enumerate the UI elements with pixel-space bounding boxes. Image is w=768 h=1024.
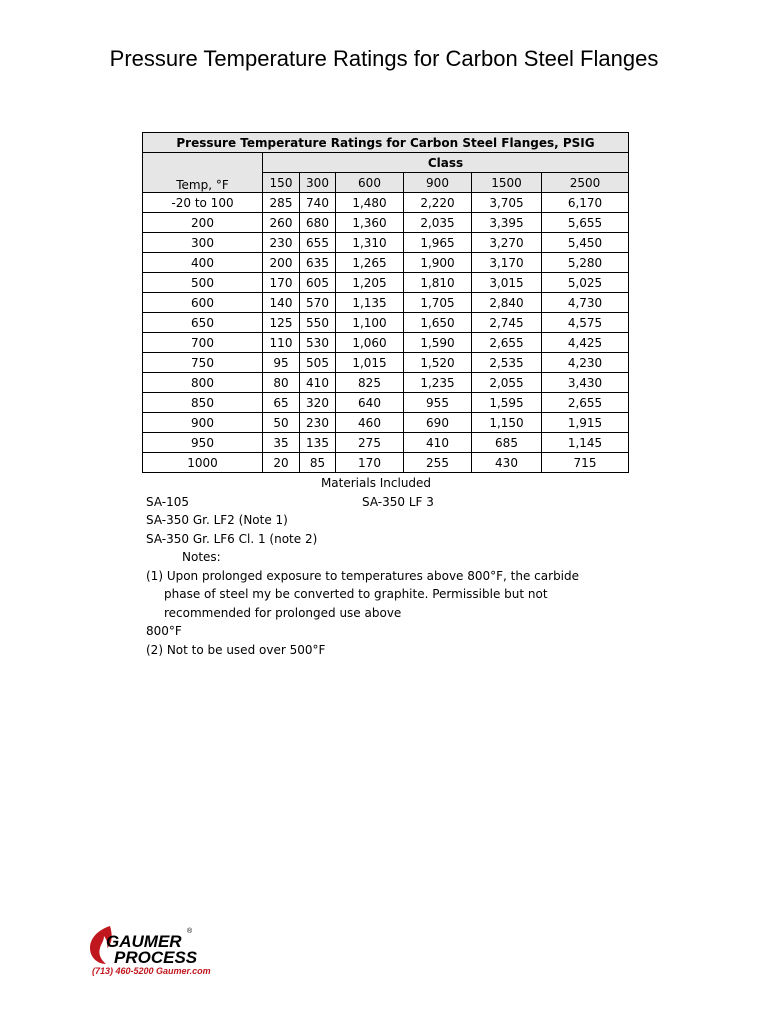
temp-cell: 700 [143,333,263,353]
rating-cell: 1,360 [336,213,404,233]
rating-cell: 680 [300,213,336,233]
rating-cell: 2,840 [472,293,542,313]
rating-cell: 1,265 [336,253,404,273]
rating-cell: 605 [300,273,336,293]
rating-cell: 1,235 [404,373,472,393]
temp-cell: -20 to 100 [143,193,263,213]
class-header-cell: 300 [300,173,336,193]
table-row [143,213,629,233]
rating-cell: 260 [263,213,300,233]
rating-cell: 230 [300,413,336,433]
table-row [143,373,629,393]
rating-cell: 955 [404,393,472,413]
rating-cell: 1,965 [404,233,472,253]
rating-cell: 3,015 [472,273,542,293]
rating-cell: 690 [404,413,472,433]
rating-cell: 65 [263,393,300,413]
rating-cell: 1,900 [404,253,472,273]
logo-contact: (713) 460-5200 Gaumer.com [92,966,211,976]
rating-cell: 1,310 [336,233,404,253]
rating-cell: 110 [263,333,300,353]
pressure-rating-table [142,132,629,473]
rating-cell: 550 [300,313,336,333]
rating-cell: 3,395 [472,213,542,233]
table-row [143,413,629,433]
notes-heading: Notes: [182,550,221,564]
rating-cell: 1,100 [336,313,404,333]
notes-section [146,474,606,659]
rating-cell: 640 [336,393,404,413]
note-1-line: 800°F [146,624,182,638]
temp-cell: 600 [143,293,263,313]
rating-cell: 125 [263,313,300,333]
note-1-line: recommended for prolonged use above [164,605,402,620]
rating-cell: 5,655 [542,213,629,233]
table-row [143,253,629,273]
rating-cell: 1,520 [404,353,472,373]
rating-cell: 410 [300,373,336,393]
temp-cell: 800 [143,373,263,393]
rating-cell: 1,135 [336,293,404,313]
temp-column-header: Temp, °F [143,153,263,193]
rating-cell: 3,270 [472,233,542,253]
temp-cell: 850 [143,393,263,413]
rating-cell: 275 [336,433,404,453]
table-row [143,293,629,313]
rating-cell: 715 [542,453,629,473]
table-row [143,433,629,453]
rating-cell: 5,450 [542,233,629,253]
rating-cell: 3,430 [542,373,629,393]
rating-cell: 80 [263,373,300,393]
rating-cell: 1,705 [404,293,472,313]
rating-cell: 2,655 [472,333,542,353]
rating-cell: 140 [263,293,300,313]
rating-cell: 460 [336,413,404,433]
rating-cell: 1,205 [336,273,404,293]
temp-cell: 300 [143,233,263,253]
rating-cell: 1,650 [404,313,472,333]
rating-cell: 1,595 [472,393,542,413]
materials-heading: Materials Included [320,476,432,490]
logo-name-line-2: PROCESS [114,948,198,967]
rating-cell: 3,705 [472,193,542,213]
note-1-line: phase of steel my be converted to graphite. Permissible but not [164,587,548,601]
rating-cell: 135 [300,433,336,453]
note-1-line: (1) Upon prolonged exposure to temperatures above 800°F, the carbide [146,568,580,583]
class-header-cell: 2500 [542,173,629,193]
rating-cell: 1,810 [404,273,472,293]
rating-cell: 3,170 [472,253,542,273]
temp-cell: 650 [143,313,263,333]
rating-cell: 5,025 [542,273,629,293]
registered-mark: ® [187,928,193,935]
class-header-cell: 1500 [472,173,542,193]
rating-cell: 255 [404,453,472,473]
company-logo [88,924,228,980]
class-header-cell: 600 [336,173,404,193]
rating-cell: 2,655 [542,393,629,413]
rating-cell: 1,480 [336,193,404,213]
rating-cell: 1,590 [404,333,472,353]
rating-cell: 20 [263,453,300,473]
rating-cell: 1,150 [472,413,542,433]
class-header-cell: 150 [263,173,300,193]
rating-cell: 2,035 [404,213,472,233]
temp-cell: 750 [143,353,263,373]
rating-cell: 530 [300,333,336,353]
rating-cell: 170 [263,273,300,293]
rating-cell: 170 [336,453,404,473]
rating-cell: 1,060 [336,333,404,353]
material-item: SA-105 [146,494,190,509]
logo-name-line-1: GAUMER [106,932,182,951]
rating-cell: 35 [263,433,300,453]
table-row [143,193,629,213]
rating-cell: 685 [472,433,542,453]
rating-cell: 85 [300,453,336,473]
rating-cell: 50 [263,413,300,433]
rating-cell: 2,055 [472,373,542,393]
table-row [143,353,629,373]
temp-cell: 200 [143,213,263,233]
rating-cell: 6,170 [542,193,629,213]
table-row [143,233,629,253]
rating-cell: 285 [263,193,300,213]
rating-table-body [143,193,629,473]
rating-cell: 1,145 [542,433,629,453]
temp-cell: 500 [143,273,263,293]
rating-cell: 320 [300,393,336,413]
rating-cell: 430 [472,453,542,473]
rating-cell: 2,535 [472,353,542,373]
table-row [143,393,629,413]
rating-cell: 1,015 [336,353,404,373]
table-row [143,273,629,293]
rating-cell: 825 [336,373,404,393]
rating-cell: 95 [263,353,300,373]
rating-cell: 200 [263,253,300,273]
page-title: Pressure Temperature Ratings for Carbon Steel Flanges [109,46,659,71]
table-title: Pressure Temperature Ratings for Carbon Steel Flanges, PSIG [143,133,629,153]
material-item: SA-350 LF 3 [362,494,434,509]
table-row [143,333,629,353]
rating-cell: 230 [263,233,300,253]
rating-cell: 2,220 [404,193,472,213]
materials-row-1 [146,493,606,512]
rating-cell: 1,915 [542,413,629,433]
class-header: Class [263,153,629,173]
temp-cell: 1000 [143,453,263,473]
rating-cell: 4,575 [542,313,629,333]
material-item: SA-350 Gr. LF2 (Note 1) [146,513,288,527]
rating-cell: 740 [300,193,336,213]
rating-cell: 505 [300,353,336,373]
rating-cell: 5,280 [542,253,629,273]
rating-cell: 2,745 [472,313,542,333]
material-item: SA-350 Gr. LF6 Cl. 1 (note 2) [146,531,318,546]
rating-cell: 410 [404,433,472,453]
class-header-cell: 900 [404,173,472,193]
temp-cell: 900 [143,413,263,433]
table-row [143,313,629,333]
rating-cell: 4,730 [542,293,629,313]
temp-cell: 950 [143,433,263,453]
rating-cell: 4,230 [542,353,629,373]
temp-cell: 400 [143,253,263,273]
rating-cell: 570 [300,293,336,313]
rating-cell: 655 [300,233,336,253]
table-row [143,453,629,473]
rating-cell: 4,425 [542,333,629,353]
note-2: (2) Not to be used over 500°F [146,642,326,657]
rating-cell: 635 [300,253,336,273]
